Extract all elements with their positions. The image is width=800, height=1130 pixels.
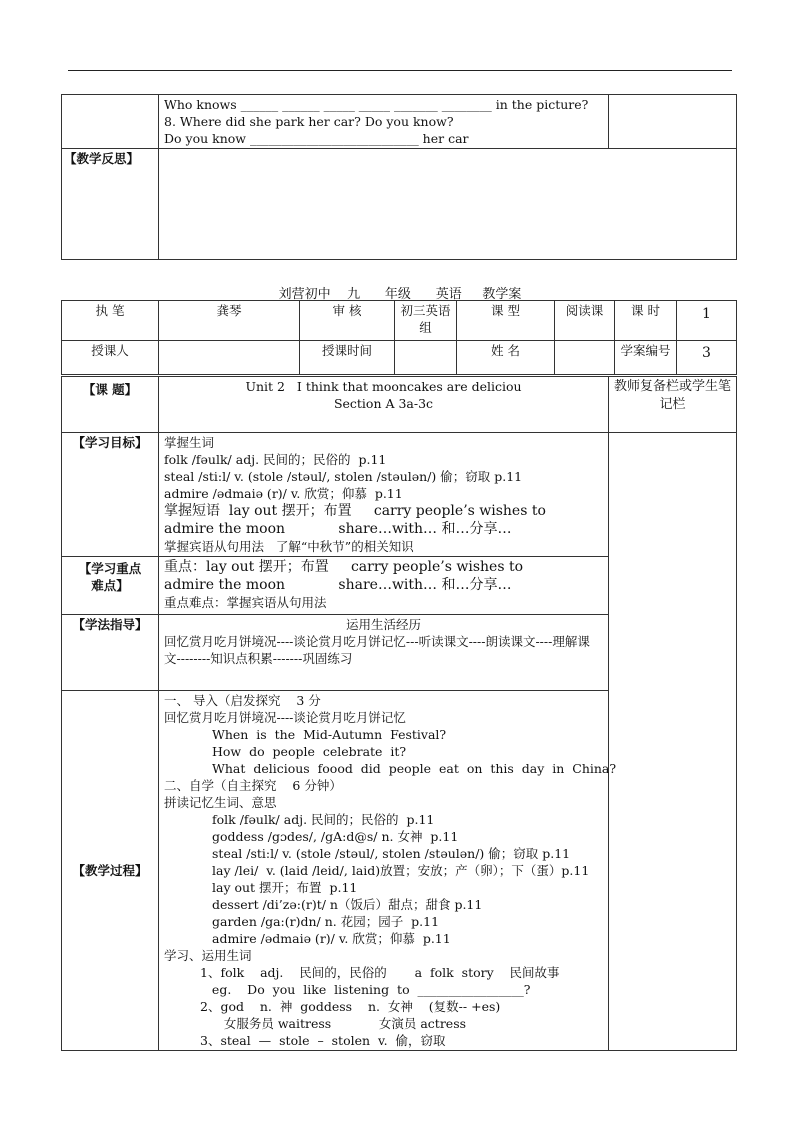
number-value: 3 (677, 341, 737, 375)
keypoints-label: 【学习重点难点】 (62, 557, 159, 615)
question-line: What delicious foood did people eat on this day in China? (212, 761, 617, 776)
goals-line: folk /fəulk/ adj. 民间的；民俗的 p.11 (164, 452, 387, 467)
name-label: 姓 名 (457, 341, 555, 375)
writer-value: 龚琴 (159, 301, 300, 341)
method-label: 【学法指导】 (62, 615, 159, 691)
goals-line: 掌握生词 (164, 435, 215, 450)
vocab-line: folk /fəulk/ adj. 民间的；民俗的 p.11 (212, 812, 435, 827)
exercise-cell (159, 95, 609, 149)
method-heading: 运用生活经历 (345, 617, 421, 632)
vocab-line: garden /ga:(r)dn/ n. 花园；园子 p.11 (212, 914, 440, 929)
keypoints-line: admire the moon share…with… 和…分享… (164, 577, 512, 593)
vocab-line: dessert /di’zə:(r)t/ n（饭后）甜点；甜食 p.11 (212, 897, 483, 912)
header-rule (68, 70, 732, 71)
goals-line: 掌握宾语从句用法 了解“中秋节”的相关知识 (164, 539, 414, 554)
time-value (395, 341, 457, 375)
teacher-label: 授课人 (62, 341, 159, 375)
reflection-content (159, 149, 737, 260)
keypoints-line: 重点：lay out 摆开；布置 carry people’s wishes to (164, 559, 524, 575)
method-text: 回忆赏月吃月饼境况----谈论赏月吃月饼记忆---听读课文----朗读课文----理解课文--------知识点积累-------巩固练习 (164, 634, 590, 666)
vocab-line: lay out 摆开；布置 p.11 (212, 880, 358, 895)
goals-label: 【学习目标】 (62, 433, 159, 557)
exercise-line: Do you know ___________________________ her car (164, 131, 469, 146)
vocab-line: lay /lei/ v. (laid /leid/, laid)放置；安放；产（卵）；下（蛋）p.11 (212, 863, 590, 878)
usage-line: 女服务员 waitress 女演员 actress (200, 1016, 467, 1031)
type-label: 课 型 (457, 301, 555, 341)
vocab-line: goddess /gɔdes/, /gA:d@s/ n. 女神 p.11 (212, 829, 459, 844)
writer-label: 执 笔 (62, 301, 159, 341)
previous-page-table (61, 94, 737, 260)
reviewer-value: 初三英语组 (395, 301, 457, 341)
goals-line: admire /ədmaiə (r)/ v. 欣赏；仰慕 p.11 (164, 486, 403, 501)
process-label: 【教学过程】 (62, 691, 159, 1051)
process-line: 一、 导入（启发探究 3 分 (164, 693, 321, 708)
period-label: 课 时 (615, 301, 677, 341)
method-content (159, 615, 609, 691)
exercise-line: 8. Where did she park her car? Do you know? (164, 114, 454, 129)
question-line: How do people celebrate it? (212, 744, 407, 759)
usage-line: 1、folk adj. 民间的，民俗的 a folk story 民间故事 (200, 965, 560, 980)
topic-line: Section A 3a-3c (333, 396, 434, 411)
topic-label: 【课 题】 (62, 377, 159, 433)
vocab-line: steal /sti:l/ v. (stole /stəul/, stolen /stəulən/) 偷；窃取 p.11 (212, 846, 571, 861)
goals-line: steal /sti:l/ v. (stole /stəul/, stolen /stəulən/) 偷；窃取 p.11 (164, 469, 523, 484)
notes-column-label: 教师复备栏或学生笔记栏 (609, 377, 737, 433)
keypoints-line: 重点难点：掌握宾语从句用法 (164, 595, 327, 610)
info-table (61, 300, 737, 375)
type-value: 阅读课 (555, 301, 615, 341)
usage-line: 2、god n. 神 goddess n. 女神 (复数-- +es) (200, 999, 501, 1014)
exercise-line: Who knows ______ ______ _____ _____ _______ ________ in the picture? (164, 97, 589, 112)
goals-line: 掌握短语 lay out 摆开；布置 carry people’s wishes to (164, 503, 546, 519)
number-label: 学案编号 (615, 341, 677, 375)
time-label: 授课时间 (300, 341, 395, 375)
reflection-label: 【教学反思】 (62, 149, 159, 260)
lesson-table (61, 376, 737, 1051)
goals-content (159, 433, 609, 557)
process-line: 拼读记忆生词、意思 (164, 795, 277, 810)
name-value (555, 341, 615, 375)
process-line: 二、自学（自主探究 6 分钟） (164, 778, 342, 793)
vocab-line: admire /ədmaiə (r)/ v. 欣赏；仰慕 p.11 (212, 931, 451, 946)
process-line: 学习、运用生词 (164, 948, 252, 963)
question-line: When is the Mid-Autumn Festival? (212, 727, 447, 742)
topic-content (159, 377, 609, 433)
goals-line: admire the moon share…with… 和…分享… (164, 521, 512, 537)
reviewer-label: 审 核 (300, 301, 395, 341)
page-title: 刘营初中 九 年级 英语 教学案 (278, 287, 522, 302)
keypoints-content (159, 557, 609, 615)
period-value: 1 (677, 301, 737, 341)
topic-line: Unit 2 I think that mooncakes are deliciou (245, 379, 522, 394)
process-line: 回忆赏月吃月饼境况----谈论赏月吃月饼记忆 (164, 710, 406, 725)
teacher-value (159, 341, 300, 375)
process-content (159, 691, 617, 1051)
usage-line: eg. Do you like listening to _________________? (200, 982, 531, 997)
usage-line: 3、steal — stole – stolen v. 偷，窃取 (200, 1033, 446, 1048)
notes-column (609, 433, 737, 1051)
